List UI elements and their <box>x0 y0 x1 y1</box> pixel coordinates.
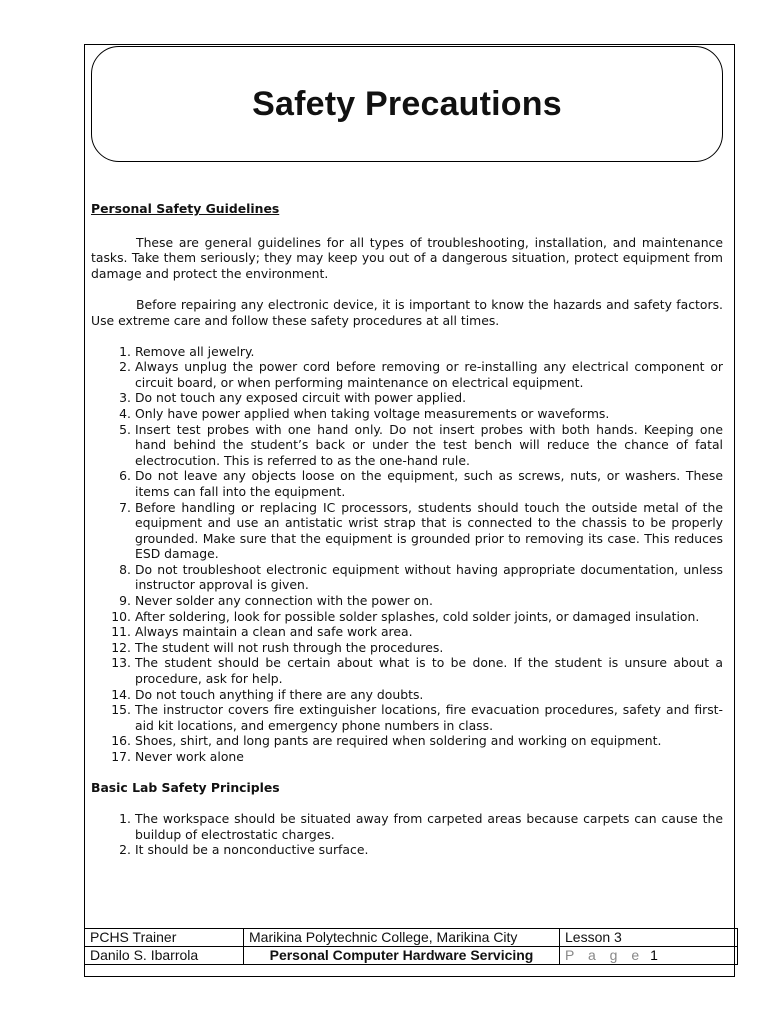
list-item <box>91 842 723 858</box>
list-item-number: 16. <box>111 733 131 749</box>
list-item-text: Never work alone <box>135 749 244 764</box>
list-item <box>91 640 723 656</box>
list-item <box>91 655 723 686</box>
list-item <box>91 702 723 733</box>
list-item <box>91 500 723 562</box>
list-item-text: Always maintain a clean and safe work area. <box>135 624 413 640</box>
list-item <box>91 468 723 499</box>
list-item-number: 1. <box>119 811 131 827</box>
list-item <box>91 562 723 593</box>
list-item-number: 6. <box>119 468 131 484</box>
list-item <box>91 406 723 422</box>
list-item-number: 15. <box>111 702 131 718</box>
list-item-text: Remove all jewelry. <box>135 343 255 359</box>
list-item <box>91 609 723 625</box>
list-item <box>91 749 723 765</box>
personal-safety-list <box>91 344 723 765</box>
list-item-number: 1. <box>119 343 131 359</box>
list-item <box>91 593 723 609</box>
footer-lesson: Lesson 3 <box>560 929 738 947</box>
list-item-text: Shoes, shirt, and long pants are required when soldering and working on equipment. <box>135 733 662 749</box>
list-item-number: 11. <box>111 624 131 640</box>
list-item-text: Before handling or replacing IC processors, students should touch the outside metal of the equipment and use an antistatic wrist strap that is connected to the chassis to be properly grounded. Make sure that the equipment is grounded prior to removing its case. This reduces ESD damage. <box>135 499 723 562</box>
section-heading-personal-safety: Personal Safety Guidelines <box>91 201 280 216</box>
list-item-text: The instructor covers fire extinguisher locations, fire evacuation procedures, safety and first-aid kit locations, and emergency phone numbers in class. <box>135 702 723 733</box>
list-item-number: 9. <box>119 593 131 609</box>
footer-table <box>84 928 738 965</box>
list-item <box>91 422 723 469</box>
list-item-number: 8. <box>119 561 131 577</box>
list-item-text: The student should be certain about what is to be done. If the student is unsure about a procedure, ask for help. <box>135 655 723 687</box>
list-item <box>91 359 723 390</box>
list-item <box>91 390 723 406</box>
list-item-number: 2. <box>119 359 131 375</box>
lab-safety-list <box>91 811 723 858</box>
intro-paragraph-1: These are general guidelines for all types of troubleshooting, installation, and maintenance tasks. Take them seriously; they may keep you out of a dangerous situation, protect equipment from damage and protect the environment. <box>91 234 723 281</box>
list-item-text: The workspace should be situated away from carpeted areas because carpets can cause the buildup of electrostatic charges. <box>135 811 723 842</box>
list-item-text: The student will not rush through the procedures. <box>135 639 444 655</box>
list-item-text: Only have power applied when taking voltage measurements or waveforms. <box>135 405 610 421</box>
list-item <box>91 344 723 360</box>
list-item <box>91 687 723 703</box>
list-item-number: 5. <box>119 421 131 437</box>
page-label: P a g e <box>565 947 645 963</box>
list-item-text: Do not touch any exposed circuit with power applied. <box>135 390 467 406</box>
page-title: Safety Precautions <box>252 84 562 123</box>
section-heading-lab-safety: Basic Lab Safety Principles <box>91 779 280 795</box>
list-item <box>91 624 723 640</box>
list-item-number: 2. <box>119 842 131 858</box>
list-item <box>91 733 723 749</box>
list-item-text: After soldering, look for possible solder splashes, cold solder joints, or damaged insulation. <box>135 608 700 624</box>
footer-page <box>560 947 738 965</box>
footer-author: Danilo S. Ibarrola <box>85 947 244 965</box>
list-item-number: 12. <box>111 639 131 655</box>
list-item-text: Never solder any connection with the power on. <box>135 593 433 609</box>
footer-college: Marikina Polytechnic College, Marikina City <box>244 929 560 947</box>
list-item-text: Do not touch anything if there are any doubts. <box>135 686 424 702</box>
list-item-number: 14. <box>111 686 131 702</box>
list-item-number: 7. <box>119 499 131 515</box>
list-item-text: Do not leave any objects loose on the equipment, such as screws, nuts, or washers. These items can fall into the equipment. <box>135 468 723 499</box>
list-item-text: Always unplug the power cord before removing or re-installing any electrical component or circuit board, or when performing maintenance on electrical equipment. <box>135 359 723 390</box>
list-item <box>91 811 723 842</box>
list-item-number: 13. <box>111 655 131 671</box>
footer-trainer: PCHS Trainer <box>85 929 244 947</box>
list-item-number: 4. <box>119 405 131 421</box>
list-item-text: It should be a nonconductive surface. <box>135 842 369 858</box>
list-item-number: 10. <box>111 608 131 624</box>
footer-course: Personal Computer Hardware Servicing <box>244 947 560 965</box>
page-number: 1 <box>650 947 658 963</box>
footer-row <box>85 929 738 947</box>
title-box <box>91 46 723 162</box>
document-body <box>91 201 723 858</box>
footer-row <box>85 947 738 965</box>
list-item-text: Insert test probes with one hand only. Do not insert probes with both hands. Keeping one hand behind the student’s back or under the test bench will reduce the chance of fatal electrocution. This is referred to as the one-hand rule. <box>135 421 723 468</box>
list-item-number: 17. <box>111 749 131 764</box>
intro-paragraph-2: Before repairing any electronic device, it is important to know the hazards and safety factors. Use extreme care and follow these safety procedures at all times. <box>91 297 723 328</box>
list-item-number: 3. <box>119 390 131 406</box>
list-item-text: Do not troubleshoot electronic equipment without having appropriate documentation, unless instructor approval is given. <box>135 561 723 593</box>
